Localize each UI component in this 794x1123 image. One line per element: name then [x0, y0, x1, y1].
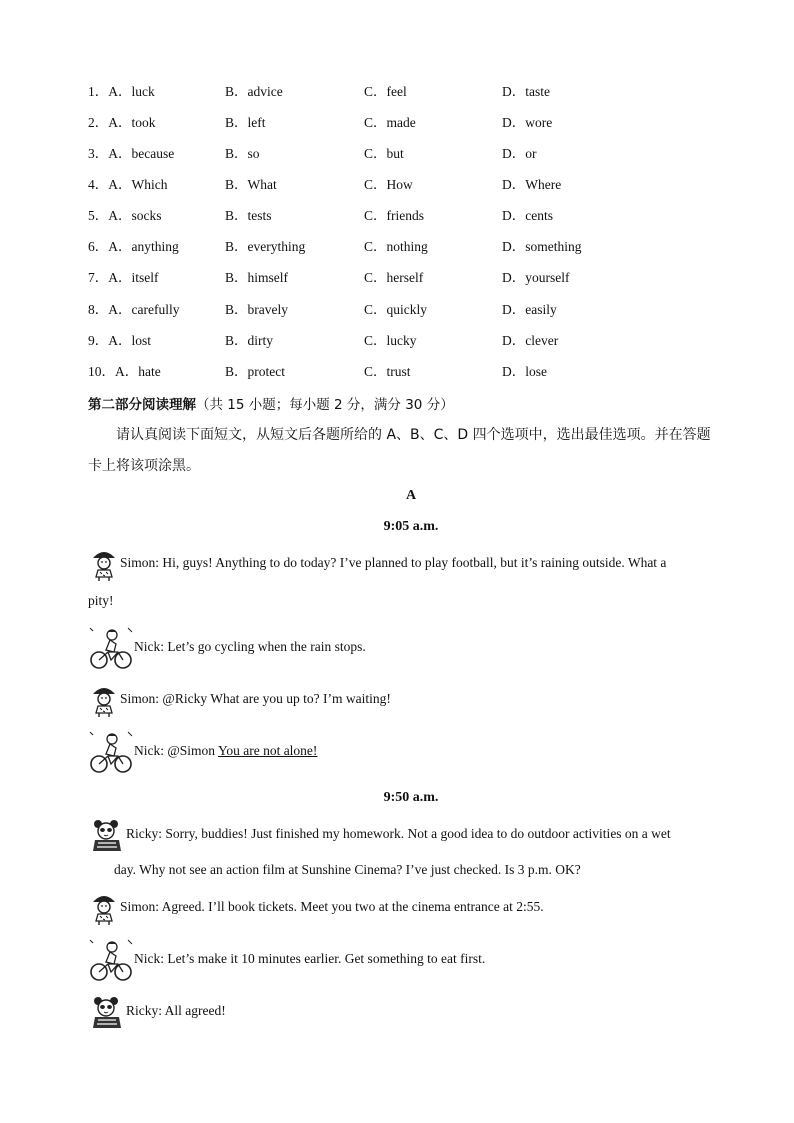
- option-b: B．left: [225, 115, 266, 130]
- option-a: 4．A．Which: [88, 177, 168, 192]
- option-d: D．or: [502, 146, 537, 161]
- time-stamp-2: 9:50 a.m.: [383, 790, 439, 805]
- underlined-phrase: You are not alone!: [217, 743, 318, 758]
- message-prefix: Nick: @Simon: [134, 743, 218, 758]
- option-row-10: [0, 362, 794, 382]
- option-a: 10．A．hate: [88, 364, 161, 379]
- option-b: B．protect: [225, 364, 285, 379]
- option-a: 8．A．carefully: [88, 302, 180, 317]
- message-text: Ricky: All agreed!: [126, 1003, 226, 1018]
- ricky-panda-icon: [90, 995, 124, 1033]
- option-c: C．trust: [364, 364, 411, 379]
- section-instruction: 请认真阅读下面短文，从短文后各题所给的 A、B、C、D 四个选项中，选出最佳选项。并在答题卡上将该项涂黑。: [88, 427, 711, 474]
- time-stamp-1: 9:05 a.m.: [383, 519, 439, 534]
- option-c: C．quickly: [364, 302, 427, 317]
- nick-cyclist-icon: [88, 730, 134, 778]
- option-d: D．something: [502, 239, 582, 254]
- option-b: B．What: [225, 177, 277, 192]
- ricky-panda-icon: [90, 818, 124, 856]
- option-row-7: [0, 268, 794, 288]
- option-b: B．so: [225, 146, 260, 161]
- option-d: D．Where: [502, 177, 562, 192]
- simon-avatar-icon: [88, 892, 120, 930]
- option-b: B．himself: [225, 270, 288, 285]
- option-d: D．lose: [502, 364, 547, 379]
- message-text-continued: day. Why not see an action film at Sunshine Cinema? I’ve just checked. Is 3 p.m. OK?: [114, 862, 581, 877]
- option-d: D．clever: [502, 333, 559, 348]
- option-c: C．friends: [364, 208, 424, 223]
- option-a: 2．A．took: [88, 115, 156, 130]
- option-row-2: [0, 113, 794, 133]
- option-d: D．easily: [502, 302, 557, 317]
- option-c: C．feel: [364, 84, 407, 99]
- message-text: Nick: Let’s go cycling when the rain stops.: [134, 639, 366, 654]
- option-row-1: [0, 82, 794, 102]
- simon-avatar-icon: [88, 684, 120, 722]
- option-d: D．taste: [502, 84, 550, 99]
- message-text: Simon: Agreed. I’ll book tickets. Meet you two at the cinema entrance at 2:55.: [120, 899, 544, 914]
- section-heading: [88, 393, 454, 413]
- message-text-continued: pity!: [88, 593, 114, 608]
- message-text: [134, 743, 317, 759]
- option-c: C．but: [364, 146, 404, 161]
- message-text: Nick: Let’s make it 10 minutes earlier. Get something to eat first.: [134, 951, 486, 966]
- option-c: C．herself: [364, 270, 424, 285]
- option-a: 1．A．luck: [88, 84, 155, 99]
- option-row-4: [0, 175, 794, 195]
- option-a: 9．A．lost: [88, 333, 152, 348]
- option-a: 7．A．itself: [88, 270, 159, 285]
- option-b: B．everything: [225, 239, 306, 254]
- option-c: C．nothing: [364, 239, 428, 254]
- section-heading-bold: 第二部分阅读理解: [88, 397, 196, 413]
- message-text: Simon: Hi, guys! Anything to do today? I’ve planned to play football, but it’s raining outside. What a: [120, 555, 667, 570]
- simon-avatar-icon: [88, 548, 120, 586]
- option-row-6: [0, 237, 794, 257]
- section-heading-rest: （共 15 小题；每小题 2 分，满分 30 分）: [196, 397, 454, 413]
- option-c: C．lucky: [364, 333, 417, 348]
- option-b: B．dirty: [225, 333, 274, 348]
- option-d: D．cents: [502, 208, 553, 223]
- option-row-8: [0, 300, 794, 320]
- option-a: 5．A．socks: [88, 208, 162, 223]
- message-text: Ricky: Sorry, buddies! Just finished my homework. Not a good idea to do outdoor activities on a wet: [126, 826, 671, 841]
- nick-cyclist-icon: [88, 626, 134, 674]
- option-d: D．wore: [502, 115, 553, 130]
- option-c: C．How: [364, 177, 413, 192]
- option-b: B．advice: [225, 84, 283, 99]
- option-c: C．made: [364, 115, 416, 130]
- option-d: D．yourself: [502, 270, 570, 285]
- option-b: B．tests: [225, 208, 272, 223]
- option-b: B．bravely: [225, 302, 288, 317]
- option-row-9: [0, 331, 794, 351]
- option-a: 3．A．because: [88, 146, 175, 161]
- passage-label: A: [405, 488, 417, 503]
- message-text: Simon: @Ricky What are you up to? I’m waiting!: [120, 691, 391, 706]
- option-row-3: [0, 144, 794, 164]
- option-row-5: [0, 206, 794, 226]
- nick-cyclist-icon: [88, 938, 134, 986]
- option-a: 6．A．anything: [88, 239, 179, 254]
